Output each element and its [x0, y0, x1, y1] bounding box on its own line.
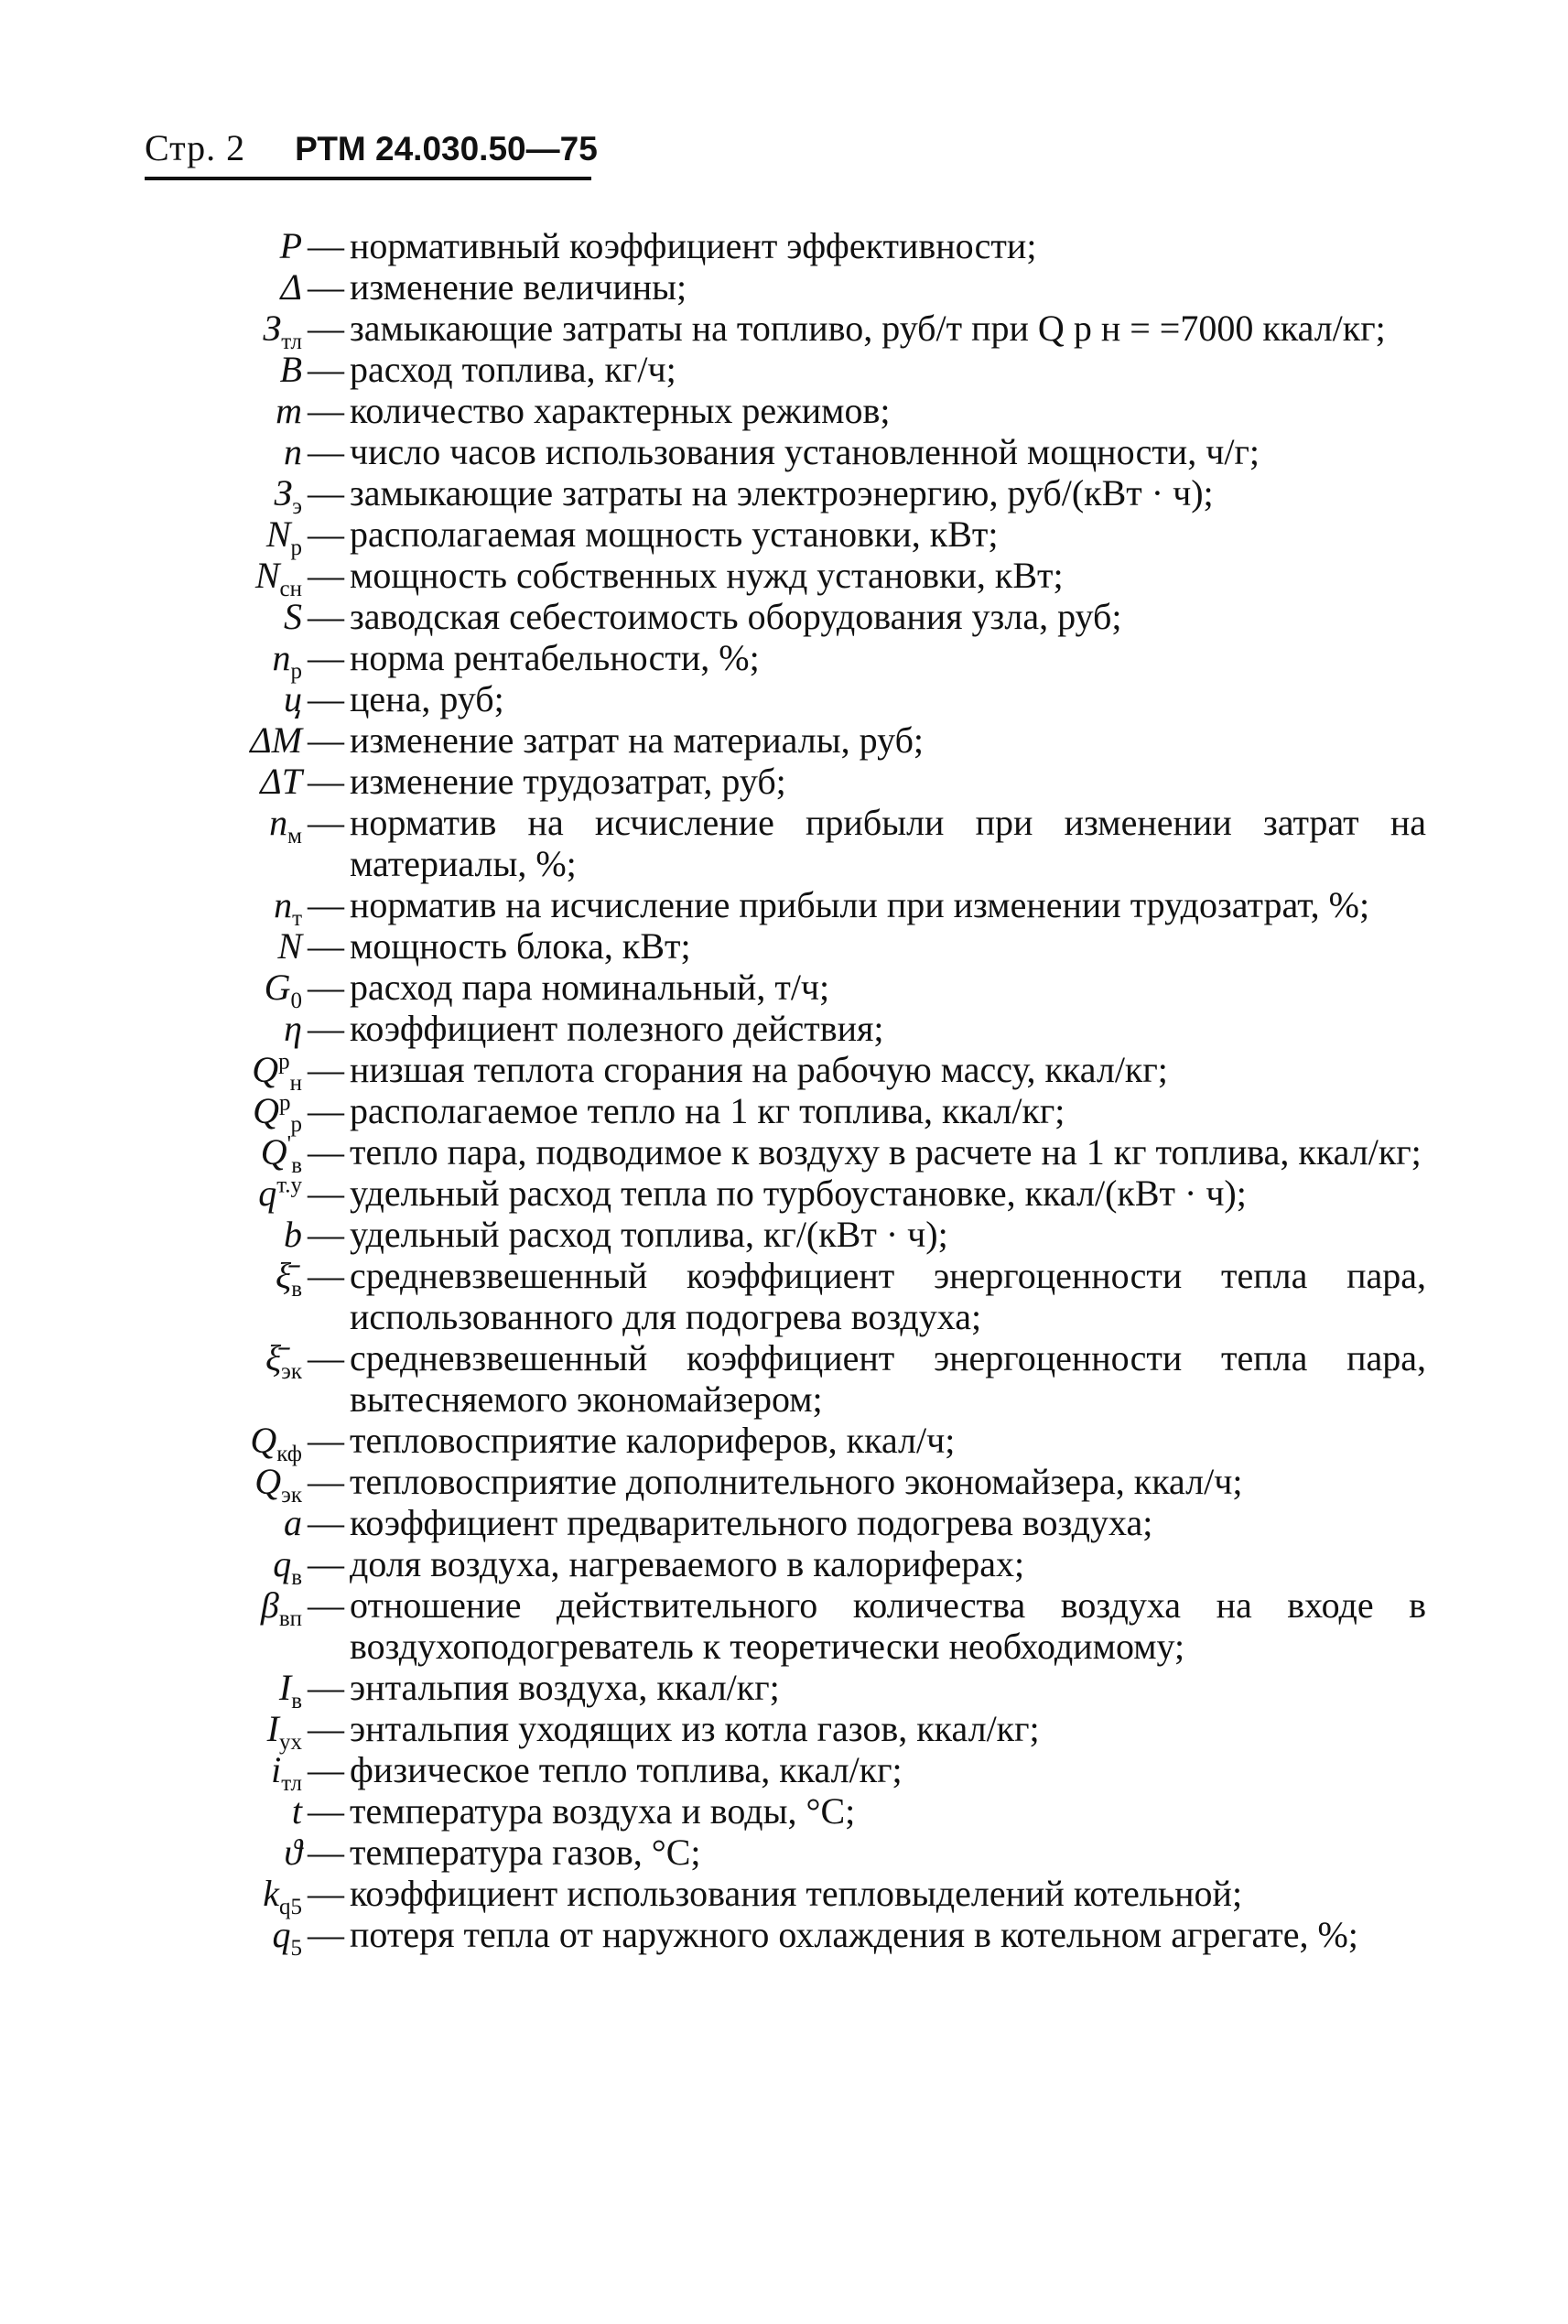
definition-row	[146, 390, 1426, 431]
symbol-base: η	[284, 1008, 302, 1049]
definition-text: изменение трудозатрат, руб;	[350, 761, 786, 802]
definition-text: количество характерных режимов;	[350, 390, 891, 431]
definition-symbol	[146, 884, 302, 931]
symbol-base: N	[254, 555, 280, 596]
definition-row	[146, 967, 1426, 1013]
definition-text: температура газов, °C;	[350, 1832, 701, 1873]
definition-text: число часов использования установленной мощности, ч/г;	[350, 431, 1260, 472]
definition-dash: —	[308, 513, 344, 555]
definition-text: мощность собственных нужд установки, кВт;	[350, 555, 1064, 596]
symbol-base: n	[284, 431, 302, 472]
definition-symbol	[146, 1090, 302, 1137]
definition-text: физическое тепло топлива, ккал/кг;	[350, 1749, 903, 1790]
document-code: РТМ 24.030.50—75	[295, 130, 598, 168]
definition-dash: —	[308, 1255, 344, 1296]
definition-dash: —	[308, 637, 344, 678]
definition-row	[146, 884, 1426, 931]
definition-text: потеря тепла от наружного охлаждения в котельном агрегате, %;	[350, 1914, 1358, 1955]
definition-dash: —	[308, 1749, 344, 1790]
definition-row	[146, 1914, 1426, 1961]
symbol-superscript: р	[278, 1049, 290, 1075]
definition-symbol	[146, 1131, 302, 1178]
symbol-subscript: в	[291, 1153, 302, 1178]
definition-row	[146, 1255, 1426, 1337]
definition-text: заводская себестоимость оборудования узла, руб;	[350, 596, 1122, 637]
definition-row	[146, 1749, 1426, 1796]
definition-row	[146, 513, 1426, 560]
definition-symbol	[146, 472, 302, 519]
definition-symbol	[146, 266, 302, 308]
header-rule	[145, 177, 591, 180]
definition-text: располагаемое тепло на 1 кг топлива, ккал/кг;	[350, 1090, 1065, 1131]
definition-symbol	[146, 1337, 302, 1384]
symbol-subscript: эк	[281, 1483, 302, 1508]
definition-row	[146, 925, 1426, 967]
definition-symbol	[146, 1914, 302, 1961]
definition-row	[146, 349, 1426, 390]
definition-dash: —	[308, 925, 344, 967]
definition-row	[146, 1214, 1426, 1255]
definition-text: удельный расход тепла по турбоустановке, ккал/(кВт · ч);	[350, 1173, 1247, 1214]
definition-dash: —	[308, 1131, 344, 1173]
definition-text: расход пара номинальный, т/ч;	[350, 967, 830, 1008]
definition-row	[146, 1873, 1426, 1919]
symbol-base: a	[284, 1502, 302, 1543]
definition-text: норматив на исчисление прибыли при изменении затрат на материалы, %;	[350, 802, 1426, 884]
definition-text: норматив на исчисление прибыли при изменении трудозатрат, %;	[350, 884, 1370, 925]
definition-symbol	[146, 637, 302, 684]
definitions-list	[146, 225, 1426, 1961]
symbol-subscript: м	[287, 824, 302, 849]
definition-text: коэффициент предварительного подогрева воздуха;	[350, 1502, 1153, 1543]
definition-text: удельный расход топлива, кг/(кВт · ч);	[350, 1214, 948, 1255]
definition-row	[146, 1420, 1426, 1466]
symbol-subscript: р	[290, 659, 302, 684]
definition-dash: —	[308, 1667, 344, 1708]
definition-dash: —	[308, 1584, 344, 1626]
symbol-subscript: тл	[281, 330, 302, 354]
symbol-base: i	[271, 1749, 282, 1790]
symbol-subscript: в	[291, 1565, 302, 1590]
symbol-base: n	[269, 802, 288, 843]
symbol-base: Q	[260, 1131, 287, 1173]
symbol-base: q	[273, 1543, 292, 1584]
definition-text: изменение затрат на материалы, руб;	[350, 719, 925, 761]
definition-symbol	[146, 596, 302, 637]
definition-row	[146, 555, 1426, 601]
definition-row	[146, 1337, 1426, 1420]
symbol-base: B	[279, 349, 302, 390]
definition-dash: —	[308, 596, 344, 637]
definition-text: энтальпия уходящих из котла газов, ккал/кг;	[350, 1708, 1040, 1749]
symbol-subscript: в	[291, 1277, 302, 1302]
symbol-base: ϑ	[284, 1832, 302, 1873]
definition-row	[146, 1008, 1426, 1049]
definition-text: цена, руб;	[350, 678, 504, 719]
definition-symbol	[146, 719, 302, 761]
definition-row	[146, 1832, 1426, 1873]
definition-dash: —	[308, 1173, 344, 1214]
definition-row	[146, 472, 1426, 519]
definition-symbol	[146, 1420, 302, 1466]
definition-row	[146, 1049, 1426, 1096]
definition-dash: —	[308, 1502, 344, 1543]
symbol-base: N	[277, 925, 302, 967]
definition-symbol	[146, 1461, 302, 1508]
symbol-subscript: тл	[281, 1771, 302, 1796]
definition-dash: —	[308, 1420, 344, 1461]
definition-row	[146, 266, 1426, 308]
definition-dash: —	[308, 1461, 344, 1502]
symbol-subscript: в	[291, 1689, 302, 1713]
definition-dash: —	[308, 1790, 344, 1832]
definition-symbol	[146, 678, 302, 719]
definition-symbol	[146, 761, 302, 802]
definition-row	[146, 719, 1426, 761]
symbol-base: t	[291, 1790, 302, 1832]
symbol-subscript: вп	[278, 1606, 302, 1631]
definition-symbol	[146, 1873, 302, 1919]
page-header	[145, 126, 598, 169]
definition-symbol	[146, 1049, 302, 1096]
symbol-subscript: э	[292, 494, 302, 519]
definition-symbol	[146, 802, 302, 849]
definition-row	[146, 431, 1426, 472]
definition-text: низшая теплота сгорания на рабочую массу, ккал/кг;	[350, 1049, 1168, 1090]
definition-symbol	[146, 1584, 302, 1631]
definition-dash: —	[308, 1832, 344, 1873]
definition-text: тепловосприятие дополнительного экономайзера, ккал/ч;	[350, 1461, 1243, 1502]
definition-row	[146, 1708, 1426, 1755]
definition-symbol	[146, 555, 302, 601]
symbol-base: ξ̄	[265, 1337, 282, 1378]
definition-row	[146, 225, 1426, 266]
definition-dash: —	[308, 719, 344, 761]
definition-text: тепловосприятие калориферов, ккал/ч;	[350, 1420, 956, 1461]
definition-symbol	[146, 1255, 302, 1302]
definition-symbol	[146, 925, 302, 967]
definition-dash: —	[308, 308, 344, 349]
definition-symbol	[146, 1832, 302, 1873]
definition-text: температура воздуха и воды, °C;	[350, 1790, 856, 1832]
definition-symbol	[146, 349, 302, 390]
symbol-base: k	[263, 1873, 279, 1914]
definition-symbol	[146, 1667, 302, 1713]
symbol-superscript: р	[279, 1090, 291, 1116]
definition-text: средневзвешенный коэффициент энергоценности тепла пара, вытесняемого экономайзером;	[350, 1337, 1426, 1420]
symbol-base: ΔM	[250, 719, 302, 761]
symbol-base: З	[274, 472, 293, 513]
definition-dash: —	[308, 1090, 344, 1131]
symbol-superscript: '	[287, 1131, 292, 1157]
definition-row	[146, 802, 1426, 884]
definition-symbol	[146, 1543, 302, 1590]
symbol-base: b	[284, 1214, 302, 1255]
definition-dash: —	[308, 431, 344, 472]
definition-dash: —	[308, 1214, 344, 1255]
symbol-base: I	[278, 1667, 292, 1708]
definition-row	[146, 1667, 1426, 1713]
symbol-base: Q	[250, 1420, 277, 1461]
definition-symbol	[146, 1749, 302, 1796]
symbol-base: Q	[252, 1049, 279, 1090]
definition-symbol	[146, 1008, 302, 1049]
symbol-base: β	[260, 1584, 279, 1626]
definition-symbol	[146, 308, 302, 354]
symbol-base: N	[265, 513, 291, 555]
definition-row	[146, 1090, 1426, 1137]
definition-text: тепло пара, подводимое к воздуху в расчете на 1 кг топлива, ккал/кг;	[350, 1131, 1422, 1173]
symbol-subscript: р	[290, 535, 302, 560]
definition-symbol	[146, 1502, 302, 1543]
definition-text: располагаемая мощность установки, кВт;	[350, 513, 999, 555]
definition-dash: —	[308, 472, 344, 513]
symbol-subscript: сн	[279, 577, 302, 601]
definition-symbol	[146, 1173, 302, 1214]
definition-symbol	[146, 225, 302, 266]
definition-dash: —	[308, 1049, 344, 1090]
definition-text: мощность блока, кВт;	[350, 925, 691, 967]
symbol-subscript: 0	[290, 989, 302, 1013]
definition-symbol	[146, 967, 302, 1013]
definition-text: нормативный коэффициент эффективности;	[350, 225, 1037, 266]
symbol-base: S	[284, 596, 302, 637]
definition-row	[146, 1461, 1426, 1508]
definition-text: средневзвешенный коэффициент энергоценности тепла пара, использованного для подогрева воздуха;	[350, 1255, 1426, 1337]
definition-text: доля воздуха, нагреваемого в калориферах;	[350, 1543, 1025, 1584]
definition-dash: —	[308, 225, 344, 266]
definition-dash: —	[308, 967, 344, 1008]
symbol-base: ξ̄	[276, 1255, 292, 1296]
symbol-subscript: кф	[276, 1442, 302, 1466]
symbol-superscript: т.у	[276, 1173, 302, 1198]
definition-row	[146, 761, 1426, 802]
symbol-subscript: ух	[279, 1730, 302, 1755]
symbol-base: n	[272, 637, 291, 678]
definition-row	[146, 1543, 1426, 1590]
definition-dash: —	[308, 349, 344, 390]
definition-row	[146, 1173, 1426, 1214]
symbol-base: q	[272, 1914, 291, 1955]
symbol-base: q	[258, 1173, 277, 1214]
page-label: Стр. 2	[145, 127, 246, 168]
definition-text: коэффициент полезного действия;	[350, 1008, 884, 1049]
symbol-base: З	[263, 308, 282, 349]
definition-text: расход топлива, кг/ч;	[350, 349, 676, 390]
definition-dash: —	[308, 1914, 344, 1955]
definition-symbol	[146, 1790, 302, 1832]
definition-text: коэффициент использования тепловыделений котельной;	[350, 1873, 1243, 1914]
definition-row	[146, 678, 1426, 719]
definition-text: замыкающие затраты на электроэнергию, руб/(кВт · ч);	[350, 472, 1214, 513]
definition-row	[146, 308, 1426, 354]
symbol-base: ΔT	[260, 761, 302, 802]
definition-dash: —	[308, 1008, 344, 1049]
definition-symbol	[146, 1708, 302, 1755]
symbol-subscript: эк	[281, 1359, 302, 1384]
definition-dash: —	[308, 390, 344, 431]
definition-row	[146, 596, 1426, 637]
definition-dash: —	[308, 678, 344, 719]
symbol-base: ц	[284, 678, 302, 719]
definition-dash: —	[308, 761, 344, 802]
definition-row	[146, 1131, 1426, 1178]
definition-text: замыкающие затраты на топливо, руб/т при Q р н = =7000 ккал/кг;	[350, 308, 1386, 349]
definition-symbol	[146, 513, 302, 560]
symbol-subscript: р	[290, 1112, 302, 1137]
symbol-base: G	[264, 967, 291, 1008]
symbol-base: P	[279, 225, 302, 266]
symbol-base: Δ	[280, 266, 302, 308]
symbol-subscript: 5	[290, 1936, 302, 1961]
definition-dash: —	[308, 1708, 344, 1749]
definition-symbol	[146, 431, 302, 472]
definition-row	[146, 1790, 1426, 1832]
definition-text: изменение величины;	[350, 266, 687, 308]
definition-dash: —	[308, 884, 344, 925]
definition-symbol	[146, 390, 302, 431]
symbol-base: Q	[253, 1090, 279, 1131]
definition-dash: —	[308, 1337, 344, 1378]
definition-dash: —	[308, 1543, 344, 1584]
definition-text: отношение действительного количества воздуха на входе в воздухоподогреватель к теоретически необходимому;	[350, 1584, 1426, 1667]
symbol-subscript: т	[292, 906, 302, 931]
symbol-base: n	[274, 884, 293, 925]
definition-row	[146, 1584, 1426, 1667]
definition-dash: —	[308, 1873, 344, 1914]
definition-text: норма рентабельности, %;	[350, 637, 760, 678]
definition-row	[146, 637, 1426, 684]
symbol-base: m	[276, 390, 302, 431]
symbol-subscript: н	[289, 1071, 302, 1096]
definition-row	[146, 1502, 1426, 1543]
definition-dash: —	[308, 555, 344, 596]
definition-text: энтальпия воздуха, ккал/кг;	[350, 1667, 780, 1708]
symbol-base: I	[266, 1708, 279, 1749]
symbol-subscript: q5	[279, 1895, 302, 1919]
definition-dash: —	[308, 802, 344, 843]
definition-dash: —	[308, 266, 344, 308]
definition-symbol	[146, 1214, 302, 1255]
symbol-base: Q	[254, 1461, 282, 1502]
